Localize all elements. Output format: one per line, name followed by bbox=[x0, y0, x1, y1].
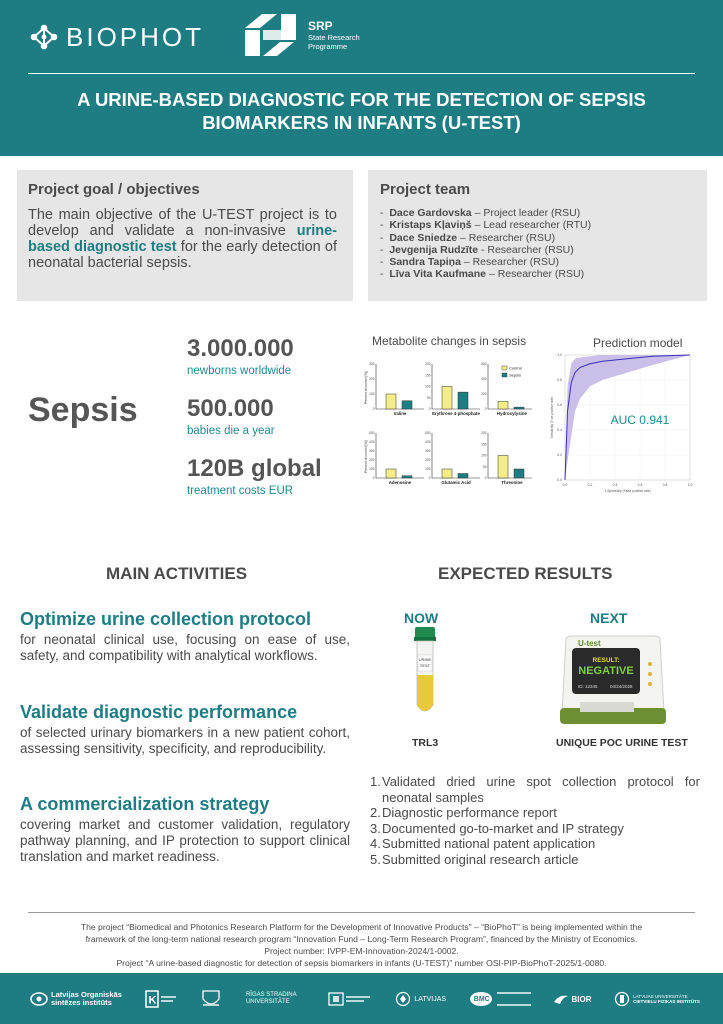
member-name: Jevgenija Rudzīte bbox=[389, 243, 479, 256]
activity-title: A commercialization strategy bbox=[20, 794, 270, 814]
x-axis-label: 1-Specificity (False positive rate) bbox=[604, 489, 651, 493]
member-role: – Researcher (RSU) bbox=[488, 268, 585, 281]
tick-label: 100 bbox=[369, 467, 375, 472]
svg-text:K: K bbox=[148, 994, 157, 1007]
bmc-text-lines bbox=[497, 992, 531, 1006]
next-label: NEXT bbox=[590, 610, 628, 626]
device-brand: U-test bbox=[578, 639, 601, 648]
y-tick-label: 0.8 bbox=[557, 378, 562, 383]
member-name: Sandra Tapiņa bbox=[389, 256, 461, 269]
partner-logo-university-icon bbox=[327, 990, 373, 1008]
partner-logo-rsu bbox=[246, 992, 304, 1006]
tick-label: 150 bbox=[481, 442, 487, 447]
tick-label: 500 bbox=[369, 431, 375, 436]
partner-logo-bior bbox=[553, 992, 591, 1006]
team-member: - Sandra Tapiņa – Researcher (RSU) bbox=[380, 256, 559, 269]
footer-line: Project “A urine-based diagnostic for detection of sepsis biomarkers in infants (U-TEST)” number OSI-PIP-BioPhoT-2025/1-0080. bbox=[116, 958, 607, 968]
goal-heading: Project goal / objectives bbox=[28, 181, 200, 198]
title-line-1: A URINE-BASED DIAGNOSTIC FOR THE DETECTION OF SEPSIS bbox=[77, 89, 646, 110]
member-role: – Project leader (RSU) bbox=[474, 207, 581, 219]
tick-label: 100 bbox=[481, 453, 487, 458]
member-name: Dace Sniedze bbox=[389, 231, 458, 244]
tick-label: 300 bbox=[425, 449, 431, 454]
device-id: ID: 12345 bbox=[578, 684, 598, 689]
stat-value: 3.000.000 bbox=[187, 335, 294, 362]
tick-label: 200 bbox=[425, 458, 431, 463]
metabolite-panel bbox=[369, 431, 424, 485]
prediction-chart bbox=[545, 350, 700, 495]
tick-label: 0 bbox=[372, 407, 375, 412]
team-member: - Kristaps Kļaviņš – Lead researcher (RTU) bbox=[380, 219, 592, 232]
device-led bbox=[648, 672, 652, 676]
footer-text bbox=[40, 921, 683, 969]
osi-emblem-icon bbox=[30, 992, 48, 1006]
bar-control bbox=[498, 456, 508, 479]
activity-text: covering market and customer validation, regulatory pathway planning, and IP protection to support clinical translation and market readiness. bbox=[20, 817, 350, 864]
partner-logo-text: BIOR bbox=[571, 994, 592, 1004]
tick-label: 150 bbox=[425, 373, 431, 378]
result-item: 3. Documented go-to-market and IP strategy bbox=[370, 820, 624, 836]
bior-bird-icon bbox=[553, 992, 569, 1006]
x-tick-label: 0.8 bbox=[662, 483, 668, 487]
member-name: Kristaps Kļaviņš bbox=[389, 219, 472, 232]
result-text: Validated dried urine spot collection protocol for neonatal samples bbox=[382, 774, 700, 805]
title-line-2: BIOMARKERS IN INFANTS (U-TEST) bbox=[202, 112, 521, 133]
results-heading: EXPECTED RESULTS bbox=[438, 564, 613, 583]
member-role: – Researcher (RSU) bbox=[459, 231, 556, 244]
next-caption: UNIQUE POC URINE TEST bbox=[556, 737, 688, 749]
tick-label: 100 bbox=[369, 392, 375, 397]
bar-control bbox=[498, 402, 508, 410]
partner-logo-text: RĪGAS STRADIŅA UNIVERSITĀTE bbox=[245, 992, 297, 1005]
stat-label: treatment costs EUR bbox=[187, 485, 294, 497]
bar-sepsis bbox=[458, 474, 468, 479]
y-tick-label: 0.0 bbox=[557, 478, 562, 483]
team-member: - Jevgenija Rudzīte - Researcher (RSU) bbox=[380, 243, 574, 256]
x-tick-label: 0.0 bbox=[562, 483, 568, 487]
latvijas-emblem-icon bbox=[395, 991, 411, 1007]
prediction-chart-title: Prediction model bbox=[593, 336, 683, 350]
partner-logo-text: LATVIJAS bbox=[414, 995, 447, 1003]
device-led bbox=[648, 682, 652, 686]
activity-title: Validate diagnostic performance bbox=[20, 702, 298, 722]
team-member: - Līva Vita Kaufmane – Researcher (RSU) bbox=[380, 268, 585, 281]
bar-control bbox=[386, 469, 396, 478]
biophot-wordmark: BIOPHOT bbox=[66, 21, 205, 52]
header-divider bbox=[28, 73, 695, 74]
partner-logo-latvijas bbox=[395, 991, 446, 1007]
result-text: Diagnostic performance report bbox=[382, 805, 557, 820]
footer-line: Project number: IVPP-EM-Innovation-2024/1-0002. bbox=[264, 946, 459, 956]
srp-line-1: State Research bbox=[308, 32, 360, 42]
metabolite-panel bbox=[425, 362, 480, 416]
bar-sepsis bbox=[402, 476, 412, 478]
activity-text: for neonatal clinical use, focusing on ease of use, safety, and compatibility with analytical workflows. bbox=[20, 632, 350, 663]
stat-label: newborns worldwide bbox=[187, 365, 292, 377]
biophot-logo bbox=[28, 20, 204, 54]
partner-logo-lu-cfi bbox=[614, 991, 700, 1007]
partner-logo-text: BMC bbox=[473, 995, 490, 1003]
metabolite-panel bbox=[369, 362, 424, 416]
legend-label: Sepsis bbox=[509, 372, 522, 378]
panel-label: Glutamic Acid bbox=[441, 480, 471, 485]
stat-value: 500.000 bbox=[187, 395, 274, 422]
results-list bbox=[370, 774, 700, 867]
footer-line: The project “Biomedical and Photonics Research Platform for the Development of Innovative Products” – “BioPhoT” is being implemented within the bbox=[80, 922, 643, 932]
bar-control bbox=[442, 387, 452, 410]
goal-text-end: for the early detection of neonatal bacterial sepsis. bbox=[28, 239, 338, 271]
goal-highlight: urine-based diagnostic test bbox=[28, 223, 337, 255]
footer-divider bbox=[28, 912, 695, 913]
result-text: Submitted original research article bbox=[382, 851, 579, 867]
bar-sepsis bbox=[514, 407, 524, 409]
bar-control bbox=[442, 469, 452, 478]
tick-label: 200 bbox=[425, 362, 431, 367]
y-axis-label: Percent of control [%] bbox=[364, 440, 368, 473]
partner-logo-text: Latvijas Organiskās bbox=[51, 990, 122, 999]
x-tick-label: 1.0 bbox=[687, 483, 693, 487]
x-tick-label: 0.6 bbox=[637, 483, 643, 487]
biophot-network-icon bbox=[28, 22, 60, 52]
stat-value: 120B global bbox=[187, 455, 322, 482]
tick-label: 0 bbox=[428, 476, 431, 481]
partner-logo-bmc bbox=[469, 991, 531, 1007]
tick-label: 500 bbox=[425, 431, 431, 436]
team-list bbox=[380, 207, 700, 281]
panel-label: Erythrose 4-phosphate bbox=[432, 411, 480, 416]
member-name: Līva Vita Kaufmane bbox=[389, 268, 487, 281]
srp-abbr: SRP bbox=[308, 18, 333, 33]
legend-label: Control bbox=[509, 365, 522, 371]
goal-text bbox=[28, 207, 337, 271]
partner-logo-crest-icon bbox=[199, 989, 223, 1009]
goal-text-start: The main objective of the U-TEST project is to develop and validate a non-invasive bbox=[28, 207, 337, 239]
device-date: 04/24/2028 bbox=[610, 684, 633, 689]
panel-label: Adenosine bbox=[388, 480, 412, 485]
bar-sepsis bbox=[402, 401, 412, 409]
x-tick-label: 0.4 bbox=[612, 483, 618, 487]
result-text: Submitted national patent application bbox=[382, 836, 596, 851]
tick-label: 300 bbox=[369, 449, 375, 454]
legend-swatch-control bbox=[502, 366, 507, 370]
metabolite-panel bbox=[425, 431, 480, 485]
member-name: Dace Gardovska bbox=[389, 207, 472, 219]
device-led bbox=[648, 662, 652, 666]
device-result-value: NEGATIVE bbox=[578, 665, 634, 677]
metabolite-chart-title: Metabolite changes in sepsis bbox=[372, 334, 527, 348]
panel-label: Valine bbox=[393, 411, 407, 416]
tick-label: 600 bbox=[481, 362, 487, 367]
lu-emblem-icon bbox=[614, 991, 630, 1007]
tick-label: 0 bbox=[484, 407, 487, 412]
member-role: – Lead researcher (RTU) bbox=[474, 219, 592, 232]
y-tick-label: 0.6 bbox=[557, 403, 562, 408]
metabolite-panel bbox=[481, 362, 532, 416]
tick-label: 200 bbox=[369, 377, 375, 382]
tick-label: 300 bbox=[369, 362, 375, 367]
poc-device-icon bbox=[558, 634, 668, 728]
device-result-label: RESULT: bbox=[592, 657, 620, 664]
result-item: 5. Submitted original research article bbox=[370, 851, 579, 867]
tick-label: 50 bbox=[482, 464, 487, 469]
now-label: NOW bbox=[404, 610, 439, 626]
partner-logo-osi bbox=[30, 991, 122, 1007]
metabolite-panel bbox=[481, 431, 532, 485]
activities-heading: MAIN ACTIVITIES bbox=[106, 564, 248, 583]
now-caption: TRL3 bbox=[412, 737, 439, 749]
auc-annotation: AUC 0.941 bbox=[610, 412, 670, 427]
footer-line: framework of the long-term national research program “Innovation Fund – Long-Term Research Program”, financed by the Ministry of Economics. bbox=[85, 934, 638, 944]
result-item: 1. Validated dried urine spot collection protocol for neonatal samples bbox=[370, 774, 700, 805]
tick-label: 400 bbox=[369, 440, 375, 445]
activity-title: Optimize urine collection protocol bbox=[20, 609, 312, 629]
team-member: - Dace Gardovska – Project leader (RSU) bbox=[380, 207, 581, 219]
tick-label: 400 bbox=[425, 440, 431, 445]
tick-label: 200 bbox=[481, 431, 487, 436]
tube-label-1: URINE bbox=[418, 657, 432, 662]
urine-tube-icon bbox=[410, 627, 440, 717]
panel-label: Hydroxylysine bbox=[496, 411, 528, 416]
tick-label: 400 bbox=[481, 377, 487, 382]
tick-label: 50 bbox=[426, 395, 431, 400]
sepsis-word: Sepsis bbox=[28, 391, 138, 429]
x-tick-label: 0.2 bbox=[587, 483, 593, 487]
result-text: Documented go-to-market and IP strategy bbox=[382, 820, 624, 836]
team-heading: Project team bbox=[380, 181, 471, 198]
team-member: - Dace Sniedze – Researcher (RSU) bbox=[380, 231, 556, 244]
tick-label: 0 bbox=[428, 407, 431, 412]
bar-control bbox=[386, 394, 396, 409]
tick-label: 0 bbox=[372, 476, 375, 481]
y-axis-label: Sensitivity (True positive rate) bbox=[550, 396, 554, 439]
y-axis-label: Percent of control [%] bbox=[364, 371, 368, 404]
page-title bbox=[30, 88, 693, 134]
tick-label: 100 bbox=[425, 384, 431, 389]
y-tick-label: 1.0 bbox=[557, 353, 562, 358]
result-item: 2. Diagnostic performance report bbox=[370, 805, 557, 820]
activity-text: of selected urinary biomarkers in a new patient cohort, assessing sensitivity, specificity, and reproducibility. bbox=[20, 725, 350, 756]
partner-logo-text: sintēzes institūts bbox=[51, 998, 112, 1007]
bar-sepsis bbox=[458, 392, 468, 409]
y-tick-label: 0.2 bbox=[557, 453, 562, 458]
panel-label: Threonine bbox=[501, 480, 523, 485]
metabolite-chart bbox=[362, 352, 532, 492]
partner-logo-text: LATVIJAS UNIVERSITĀTE bbox=[633, 993, 688, 999]
srp-emblem-icon bbox=[242, 12, 304, 58]
stat-label: babies die a year bbox=[187, 425, 275, 437]
bar-sepsis bbox=[514, 469, 524, 478]
legend-swatch-sepsis bbox=[502, 373, 507, 377]
tick-label: 200 bbox=[369, 458, 375, 463]
tick-label: 0 bbox=[484, 476, 487, 481]
srp-line-2: Programme bbox=[308, 41, 348, 51]
member-role: - Researcher (RSU) bbox=[480, 243, 574, 256]
tick-label: 100 bbox=[425, 467, 431, 472]
member-role: – Researcher (RSU) bbox=[463, 256, 559, 269]
tick-label: 200 bbox=[481, 392, 487, 397]
srp-logo bbox=[242, 12, 360, 58]
partner-logo-kl-icon bbox=[145, 990, 177, 1008]
result-item: 4. Submitted national patent application bbox=[370, 836, 596, 851]
y-tick-label: 0.4 bbox=[557, 428, 562, 433]
partner-logo-text: CIETVIELU FIZIKAS INSTITŪTS bbox=[633, 999, 700, 1004]
partner-logos bbox=[30, 983, 700, 1015]
tube-label-2: TEST bbox=[419, 663, 431, 668]
